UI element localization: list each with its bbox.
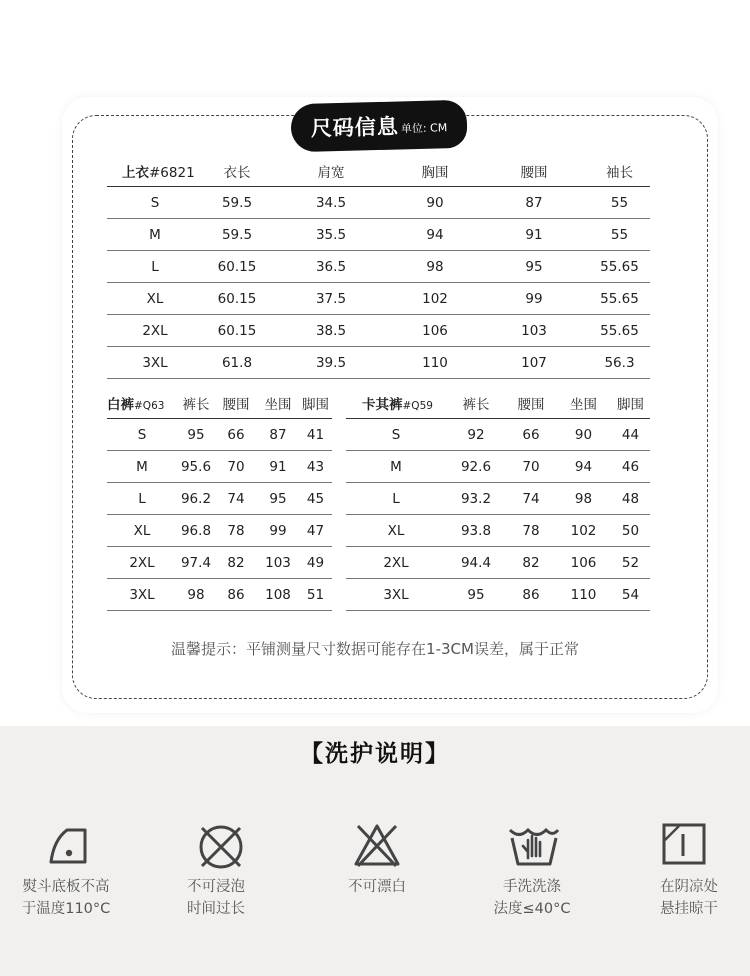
size-value: 106 — [556, 547, 611, 579]
size-value: 55.65 — [589, 283, 650, 315]
size-value: 74 — [506, 483, 556, 515]
size-value: 108 — [257, 579, 299, 611]
size-label: XL — [107, 515, 177, 547]
size-label: S — [107, 187, 203, 219]
column-header: 坐围 — [257, 387, 299, 419]
care-label-hand-wash: 手洗洗涤 法度≤40°C — [493, 879, 571, 917]
size-value: 102 — [556, 515, 611, 547]
size-value: 59.5 — [203, 219, 271, 251]
size-value: 99 — [479, 283, 589, 315]
size-value: 94.4 — [446, 547, 506, 579]
size-value: 44 — [611, 419, 650, 451]
size-label: 2XL — [346, 547, 446, 579]
size-label: L — [107, 251, 203, 283]
size-value: 48 — [611, 483, 650, 515]
size-value: 87 — [479, 187, 589, 219]
table-row — [346, 579, 650, 611]
size-value: 98 — [391, 251, 479, 283]
size-value: 49 — [299, 547, 332, 579]
size-value: 52 — [611, 547, 650, 579]
size-label: M — [107, 219, 203, 251]
size-label: 3XL — [346, 579, 446, 611]
table-row — [107, 419, 332, 451]
white-pants-size-table — [107, 387, 332, 611]
table-row — [107, 251, 650, 283]
size-value: 55 — [589, 187, 650, 219]
size-value: 82 — [506, 547, 556, 579]
table-row — [107, 219, 650, 251]
no-soak-icon — [171, 822, 271, 872]
care-title: 【洗护说明】 — [300, 741, 450, 767]
size-value: 45 — [299, 483, 332, 515]
size-value: 50 — [611, 515, 650, 547]
size-value: 54 — [611, 579, 650, 611]
size-value: 95 — [177, 419, 215, 451]
size-value: 66 — [506, 419, 556, 451]
size-label: 2XL — [107, 315, 203, 347]
table-row — [107, 187, 650, 219]
size-value: 106 — [391, 315, 479, 347]
size-value: 110 — [556, 579, 611, 611]
size-value: 93.8 — [446, 515, 506, 547]
size-value: 78 — [506, 515, 556, 547]
size-value: 46 — [611, 451, 650, 483]
size-info-unit: 单位: CM — [400, 121, 448, 136]
hand-wash-icon — [484, 822, 584, 868]
size-value: 86 — [215, 579, 257, 611]
column-header: 裤长 — [446, 387, 506, 419]
size-info-title: 尺码信息 — [310, 114, 400, 141]
size-value: 66 — [215, 419, 257, 451]
column-header: 脚围 — [299, 387, 332, 419]
size-value: 70 — [215, 451, 257, 483]
care-label-shade-dry: 在阴凉处 悬挂晾干 — [660, 879, 718, 917]
size-value: 102 — [391, 283, 479, 315]
column-header: 腰围 — [479, 155, 589, 187]
table-row — [107, 451, 332, 483]
column-header: 腰围 — [506, 387, 556, 419]
size-label: M — [107, 451, 177, 483]
size-value: 95 — [479, 251, 589, 283]
size-value: 94 — [391, 219, 479, 251]
size-value: 41 — [299, 419, 332, 451]
size-label: L — [346, 483, 446, 515]
table-row — [107, 347, 650, 379]
table-row — [346, 419, 650, 451]
size-value: 55.65 — [589, 251, 650, 283]
size-value: 55.65 — [589, 315, 650, 347]
size-value: 35.5 — [271, 219, 391, 251]
size-value: 87 — [257, 419, 299, 451]
size-value: 93.2 — [446, 483, 506, 515]
table-row — [346, 515, 650, 547]
size-label: S — [346, 419, 446, 451]
size-value: 107 — [479, 347, 589, 379]
size-value: 86 — [506, 579, 556, 611]
size-label: XL — [346, 515, 446, 547]
size-value: 90 — [556, 419, 611, 451]
table-row — [107, 483, 332, 515]
table-row — [107, 315, 650, 347]
table-row — [346, 547, 650, 579]
size-value: 98 — [556, 483, 611, 515]
size-value: 92 — [446, 419, 506, 451]
size-value: 56.3 — [589, 347, 650, 379]
table-row — [107, 515, 332, 547]
size-label: 2XL — [107, 547, 177, 579]
size-value: 47 — [299, 515, 332, 547]
column-header: 胸围 — [391, 155, 479, 187]
size-value: 60.15 — [203, 251, 271, 283]
iron-icon — [22, 822, 122, 868]
size-value: 110 — [391, 347, 479, 379]
size-value: 90 — [391, 187, 479, 219]
size-value: 94 — [556, 451, 611, 483]
table-row — [346, 451, 650, 483]
column-header: 坐围 — [556, 387, 611, 419]
size-value: 43 — [299, 451, 332, 483]
table-row — [107, 283, 650, 315]
column-header: 脚围 — [611, 387, 650, 419]
care-label-no-soak: 不可浸泡 时间过长 — [187, 879, 245, 917]
care-label-no-bleach: 不可漂白 — [348, 879, 406, 895]
column-header: 袖长 — [589, 155, 650, 187]
size-value: 97.4 — [177, 547, 215, 579]
size-value: 59.5 — [203, 187, 271, 219]
size-value: 39.5 — [271, 347, 391, 379]
size-value: 78 — [215, 515, 257, 547]
size-label: 3XL — [107, 579, 177, 611]
no-bleach-icon — [327, 822, 427, 870]
size-value: 103 — [479, 315, 589, 347]
size-label: S — [107, 419, 177, 451]
size-label: 3XL — [107, 347, 203, 379]
size-value: 82 — [215, 547, 257, 579]
size-value: 74 — [215, 483, 257, 515]
column-header: 裤长 — [177, 387, 215, 419]
table-row — [107, 579, 332, 611]
table-name: 白裤#Q63 — [107, 387, 177, 419]
size-value: 92.6 — [446, 451, 506, 483]
shade-dry-icon — [634, 822, 734, 866]
size-label: M — [346, 451, 446, 483]
size-info-badge — [290, 100, 467, 153]
column-header: 腰围 — [215, 387, 257, 419]
size-value: 34.5 — [271, 187, 391, 219]
size-value: 60.15 — [203, 283, 271, 315]
size-value: 37.5 — [271, 283, 391, 315]
size-value: 96.2 — [177, 483, 215, 515]
column-header: 肩宽 — [271, 155, 391, 187]
size-value: 96.8 — [177, 515, 215, 547]
size-label: XL — [107, 283, 203, 315]
size-value: 60.15 — [203, 315, 271, 347]
size-value: 91 — [479, 219, 589, 251]
size-value: 95 — [446, 579, 506, 611]
size-value: 103 — [257, 547, 299, 579]
size-value: 91 — [257, 451, 299, 483]
size-label: L — [107, 483, 177, 515]
measurement-tip: 温馨提示：平铺测量尺寸数据可能存在1-3CM误差，属于正常 — [171, 640, 579, 658]
size-value: 38.5 — [271, 315, 391, 347]
khaki-pants-size-table — [346, 387, 650, 611]
size-value: 70 — [506, 451, 556, 483]
care-label-iron: 熨斗底板不高 于温度110°C — [21, 879, 111, 917]
size-value: 61.8 — [203, 347, 271, 379]
column-header: 衣长 — [203, 155, 271, 187]
table-name: 卡其裤#Q59 — [346, 387, 446, 419]
size-value: 51 — [299, 579, 332, 611]
size-value: 99 — [257, 515, 299, 547]
size-value: 36.5 — [271, 251, 391, 283]
table-row — [346, 483, 650, 515]
size-value: 98 — [177, 579, 215, 611]
size-value: 95.6 — [177, 451, 215, 483]
size-value: 95 — [257, 483, 299, 515]
table-name: 上衣#6821 — [107, 155, 203, 187]
table-row — [107, 547, 332, 579]
shirt-size-table — [107, 155, 650, 379]
size-value: 55 — [589, 219, 650, 251]
